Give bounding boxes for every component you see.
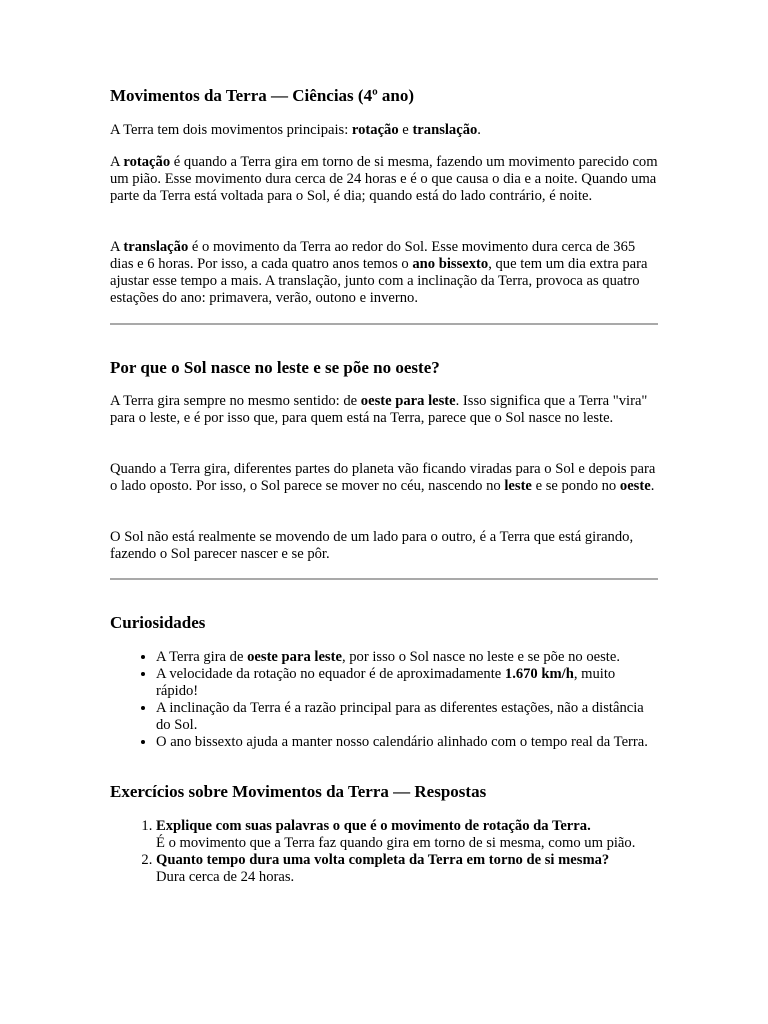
sun-paragraph-2: Quando a Terra gira, diferentes partes do planeta vão ficando viradas para o Sol e depois para o lado oposto. Por isso, o Sol parece se mover no céu, nascendo no leste e se pondo no oeste. xyxy=(110,461,656,494)
exercise-question: 2. Quanto tempo dura uma volta completa da Terra em torno de si mesma? xyxy=(156,852,610,868)
list-item: • A Terra gira de oeste para leste, por isso o Sol nasce no leste e se põe no oeste. xyxy=(156,649,658,666)
exercise-item xyxy=(156,818,658,852)
section-title-exercicios: Exercícios sobre Movimentos da Terra — Respostas xyxy=(110,782,487,801)
exercicios-list xyxy=(110,818,658,886)
section-title-sun: Por que o Sol nasce no leste e se põe no oeste? xyxy=(110,358,440,377)
sun-paragraph-1: A Terra gira sempre no mesmo sentido: de oeste para leste. Isso significa que a Terra "vira" para o leste, e é por isso que, para quem está na Terra, parece que o Sol nasce no leste. xyxy=(110,393,648,426)
exercise-item xyxy=(156,852,658,886)
curiosidades-list xyxy=(110,649,658,751)
exercise-answer: Dura cerca de 24 horas. xyxy=(156,869,295,885)
divider-1 xyxy=(110,323,658,325)
exercise-answer: É o movimento que a Terra faz quando gira em torno de si mesma, como um pião. xyxy=(156,835,636,851)
page-title: Movimentos da Terra — Ciências (4º ano) xyxy=(110,86,415,105)
intro-paragraph: A Terra tem dois movimentos principais: rotação e translação. xyxy=(110,122,481,138)
list-item: • A inclinação da Terra é a razão principal para as diferentes estações, não a distância do Sol. xyxy=(156,700,658,734)
divider-2 xyxy=(110,578,658,580)
list-item: • O ano bissexto ajuda a manter nosso calendário alinhado com o tempo real da Terra. xyxy=(156,734,658,751)
sun-paragraph-3: O Sol não está realmente se movendo de um lado para o outro, é a Terra que está girando, fazendo o Sol parecer nascer e se pôr. xyxy=(110,529,634,562)
exercise-question: 1. Explique com suas palavras o que é o movimento de rotação da Terra. xyxy=(156,818,591,834)
list-item: • A velocidade da rotação no equador é de aproximadamente 1.670 km/h, muito rápido! xyxy=(156,666,658,700)
translacao-paragraph: A translação é o movimento da Terra ao redor do Sol. Esse movimento dura cerca de 365 dias e 6 horas. Por isso, a cada quatro anos temos o ano bissexto, que tem um dia extra para ajustar esse tempo a mais. A translação, junto com a inclinação da Terra, provoca as quatro estações do ano: primavera, verão, outono e inverno. xyxy=(110,239,648,306)
section-title-curiosidades: Curiosidades xyxy=(110,613,206,632)
rotacao-paragraph: A rotação é quando a Terra gira em torno de si mesma, fazendo um movimento parecido com um pião. Esse movimento dura cerca de 24 horas e é o que causa o dia e a noite. Quando uma parte da Terra está voltada para o Sol, é dia; quando está do lado contrário, é noite. xyxy=(110,154,658,204)
